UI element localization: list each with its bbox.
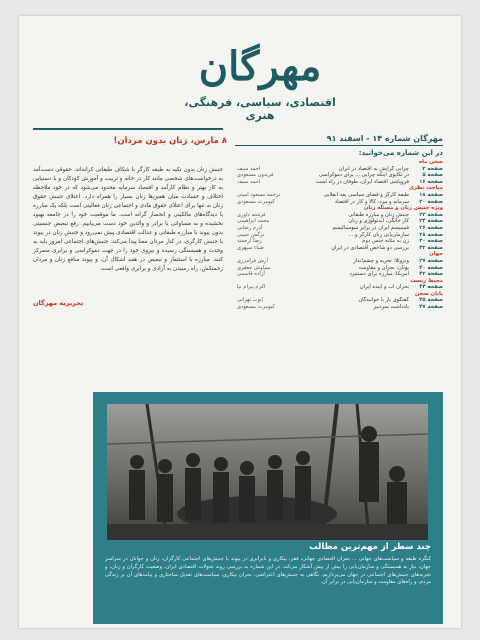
- toc-author: سیاوش جعفری: [237, 264, 271, 271]
- toc-page-number: صفحه ۵: [422, 172, 443, 179]
- feature-title: چند سطر از مهم‌ترین مطالب: [309, 542, 431, 552]
- toc-page-number: صفحه ۲۲: [419, 211, 443, 218]
- toc-article-title: یادداشت سردبیر: [373, 304, 409, 311]
- toc-entry: [235, 265, 443, 272]
- toc-entry: [235, 199, 443, 206]
- toc-article-title: فمینیسم ایران در برابر سوسیالیسم: [332, 224, 409, 231]
- toc-article-title: در تکاپوی اینکه چرایی ... برای دموکراسی: [318, 172, 409, 179]
- toc-heading: در این شماره می‌خوانید:: [358, 149, 443, 157]
- toc-page-number: صفحه ۴۵: [419, 297, 443, 304]
- toc-article-title: ونزوئلا: تجربه و چشم‌انداز: [353, 257, 409, 264]
- toc-page-number: صفحه ۲۸: [419, 231, 443, 238]
- toc-author: احمد سیف: [237, 165, 261, 172]
- toc-author: نرگس حبیبی: [237, 231, 265, 238]
- toc-article-title: یونان: بحران و مقاومت: [358, 264, 409, 271]
- toc-article-title: چرایی گرایش به اقتصاد در ایران: [338, 165, 409, 172]
- toc-author: فرشته داوری: [237, 211, 266, 218]
- toc-author: فریدون مسعودی: [237, 172, 274, 179]
- toc-author: آذرم رضایی: [237, 224, 263, 231]
- toc-entry: [235, 232, 443, 239]
- toc-page-number: صفحه ۲: [422, 165, 443, 172]
- toc-author: احمد سیف: [237, 178, 261, 185]
- toc-article-title: کار خانگی، ایدئولوژی و زنان: [348, 218, 409, 225]
- toc-article-title: بحران آب و آینده ایران: [359, 284, 409, 291]
- magazine-page: [19, 16, 461, 628]
- toc-author: محمد ابراهیمی: [237, 218, 270, 225]
- toc-author: کیومرث مسعودی: [237, 304, 275, 311]
- toc-article-title: سرمایه و مزد، کالا و کار در اقتصاد: [334, 198, 409, 205]
- toc-entry: [235, 245, 443, 252]
- toc-article-title: طبقه کارگر و فضای سیاسی بعد انقلابی: [323, 191, 409, 198]
- toc-author: آرش فرامرزی: [237, 257, 268, 264]
- toc-page-number: صفحه ۱۶: [419, 178, 443, 185]
- left-divider: [33, 128, 223, 130]
- toc-entry: [235, 225, 443, 232]
- toc-author: ضیاء سپهری: [237, 244, 264, 251]
- feature-box: [93, 392, 443, 624]
- masthead-tagline: اقتصادی، سیاسی، فرهنگی، هنری: [184, 96, 336, 122]
- editorial-body: جنبش زنان بدون تکیه به طبقه کارگر با شکاف طبقاتی کرانه‌اند. حقوقی دست‌آمد به درخواست‌های شخصی مانند کار در خانه و تربیت و آموزش کودکان و یا دستیابی به کار بهتر و نظام کارآمد و اقتصاد سرمایه محدود می‌شود که در خود ملاحظه اختلاف و حسادت میان همین‌ها زنان بسیار را همراه دارد. اعتلای جنبش حقوق زنان نه تنها برای اعتلای حقوق مادی و اجتماعی زنان فعالیتی است بلکه یک مبارزه با دیدگاه‌های مالکیتی و انحصار گرانه است. ما موقعیت خود را در جامعه بهبود بخشیده و به مساواتی با برادر و والدین خود دست می‌یابیم. رفع تبعیض جنسیتی بدون پیوند با مبارزه طبقاتی و عدالت اقتصادی پیش نمی‌رود و جنبش زنان در پیوند با جنبش کارگری، در کنار مردان معنا پیدا می‌کند. جنبش‌های اجتماعی امروز باید به وحدت و همبستگی رسیده و نیروی خود را در جهت دموکراسی و برابری متمرکز کنند. مبارزه با استثمار و تبعیض در همه اشکال آن، و پیوند منافع زنان و مردان زحمتکش، راه رسیدن به آزادی و برابری واقعی است.: [33, 167, 223, 272]
- workers-photo: [107, 404, 428, 540]
- toc-entry: [235, 271, 443, 278]
- toc-author: رضا ارجمند: [237, 238, 262, 245]
- toc-section-label: مباحث نظری: [409, 185, 443, 192]
- toc-author: کیومرث مسعودی: [237, 198, 275, 205]
- toc-section-label: سخن ماه: [418, 159, 443, 165]
- table-of-contents: [235, 134, 443, 311]
- toc-entry: [235, 284, 443, 291]
- toc-article-title: زن به مثابه جنس دوم: [362, 238, 409, 245]
- toc-article-title: بررسی دو شاخص اقتصادی در ایران: [331, 244, 409, 251]
- toc-page-number: صفحه ۳۷: [419, 257, 443, 264]
- toc-section-label: ویژه جنبش زنان و مسئله زنان: [363, 205, 443, 212]
- toc-entry: [235, 258, 443, 265]
- toc-page-number: صفحه ۳۰: [419, 238, 443, 245]
- editorial-title: ۸ مارس، زنان بدون مردان!: [113, 136, 227, 146]
- toc-page-number: صفحه ۲۴: [419, 218, 443, 225]
- toc-article-title: گفتگوی باز با خوانندگان: [358, 297, 409, 304]
- toc-article-title: آمریکا: مبارزه برای دستمزد: [349, 271, 409, 278]
- editorial-signature: تحریریه مهرگان: [33, 299, 84, 307]
- toc-article-title: سازمان‌یابی زنان کارگر و ...: [348, 231, 409, 238]
- toc-rows: [235, 159, 443, 311]
- toc-page-number: صفحه ۴۴: [419, 284, 443, 291]
- logo-text: مهرگان: [198, 43, 322, 90]
- toc-page-number: صفحه ۴۷: [419, 304, 443, 311]
- toc-article-title: فروپاشی اقتصاد ایران، طوفان در راه است: [315, 178, 409, 185]
- masthead-logo: [169, 42, 351, 98]
- toc-entry: [235, 297, 443, 304]
- feature-text: کنگره طبقه و سیاست‌های جهانی ... بحران اقتصادی جهانی، فقر، بیکاری و نابرابری در پیوند با جنبش‌های اجتماعی کارگران، زنان و جوانان در سراسر جهان، نیاز به همبستگی و سازمان‌یابی را بیش از پیش آشکار می‌کند. در این شماره به بررسی روند تحولات اقتصادی ایران، وضعیت کارگران و زنان، و تجربه‌های جنبش‌های اجتماعی در جهان می‌پردازیم. نگاهی به جنبش‌های اعتراضی، بحران بیکاری، سیاست‌های تعدیل ساختاری و پیامدهای آن بر زندگی مردم، و راه‌های مقاومت و سازمان‌یابی در برابر آن.: [105, 556, 431, 586]
- toc-page-number: صفحه ۲۰: [419, 198, 443, 205]
- toc-entry: [235, 304, 443, 311]
- toc-author: ترجمه مسعود امینی: [237, 191, 281, 198]
- toc-entry: [235, 218, 443, 225]
- toc-page-number: صفحه ۴۰: [419, 264, 443, 271]
- toc-entry: [235, 172, 443, 179]
- toc-article-title: جنبش زنان و مبارزه طبقاتی: [348, 211, 409, 218]
- toc-author: آزاده قاسمی: [237, 271, 265, 278]
- toc-section-label: پایان سخن: [414, 290, 443, 297]
- toc-section-label: جهان: [429, 251, 443, 258]
- toc-page-number: صفحه ۳۲: [419, 244, 443, 251]
- toc-page-number: صفحه ۱۸: [419, 191, 443, 198]
- toc-page-number: صفحه ۴۲: [419, 271, 443, 278]
- toc-author: اکرم پیرام نیا: [237, 284, 266, 291]
- toc-entry: [235, 238, 443, 245]
- toc-page-number: صفحه ۲۶: [419, 224, 443, 231]
- toc-entry: [235, 166, 443, 173]
- toc-entry: [235, 192, 443, 199]
- issue-line: مهرگان شماره ۱۴ - اسفند ۹۱: [235, 134, 443, 146]
- toc-section-label: محیط زیست: [410, 277, 443, 284]
- oil-workers-photo-illustration: [107, 404, 428, 540]
- toc-entry: [235, 212, 443, 219]
- toc-entry: [235, 179, 443, 186]
- toc-author: ایوب تهرانی: [237, 297, 264, 304]
